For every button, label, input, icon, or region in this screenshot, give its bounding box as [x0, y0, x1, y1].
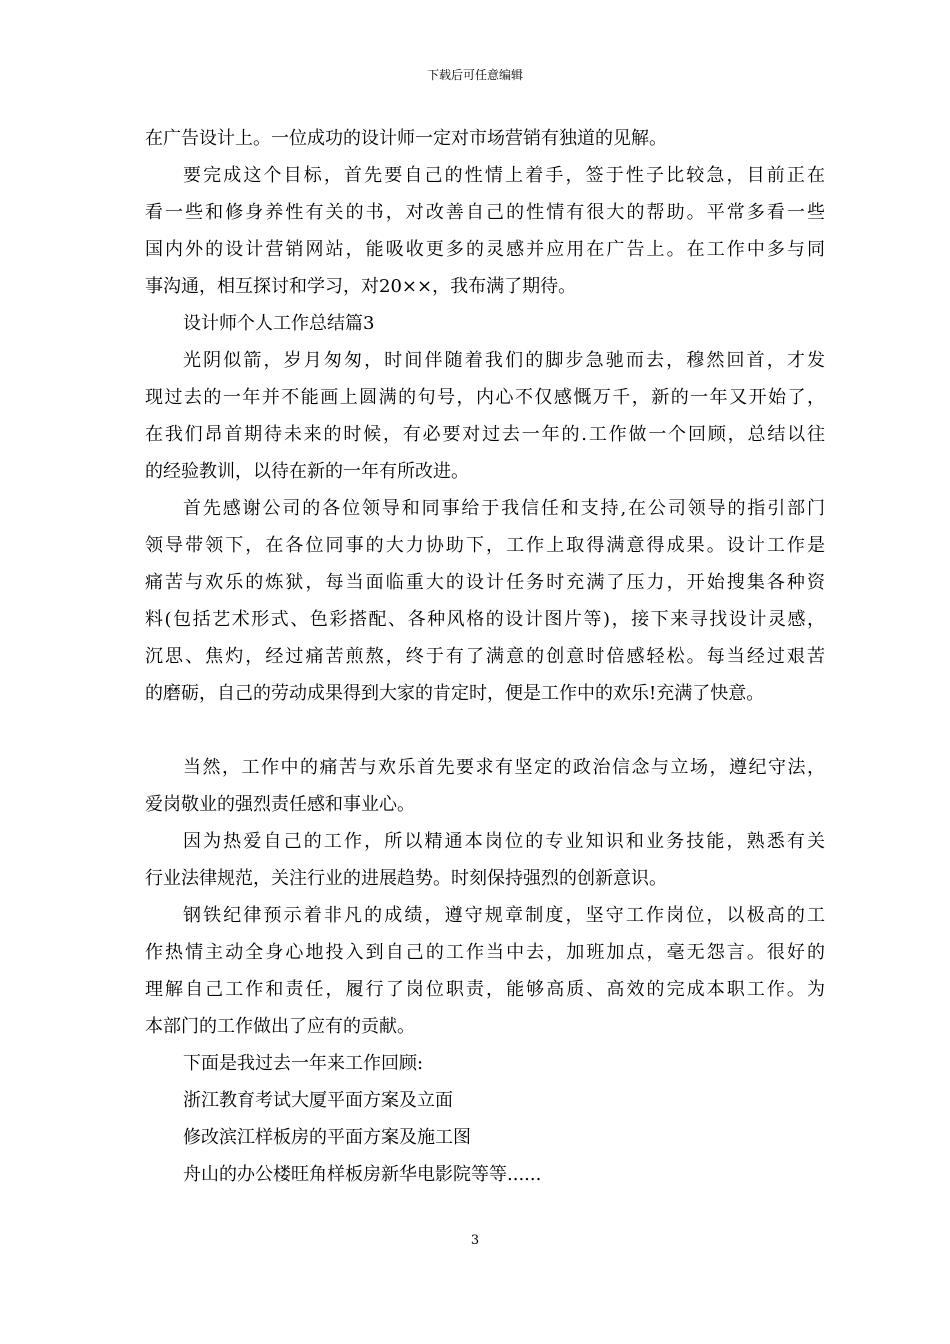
list-item: 修改滨江样板房的平面方案及施工图 — [183, 1127, 471, 1148]
paragraph-line: 的磨砺，自己的劳动成果得到大家的肯定时，便是工作中的欢乐!充满了快意。 — [145, 683, 765, 704]
paragraph-line: 因为热爱自己的工作，所以精通本岗位的专业知识和业务技能，熟悉有关 — [183, 831, 825, 852]
blank-line — [145, 712, 825, 749]
paragraph-line: 领导带领下，在各位同事的大力协助下，工作上取得满意得成果。设计工作是 — [145, 535, 825, 556]
paragraph-line: 沉思、焦灼，经过痛苦煎熬，终于有了满意的创意时倍感轻松。每当经过艰苦 — [145, 646, 825, 667]
paragraph-line: 爱岗敬业的强烈责任感和事业心。 — [145, 794, 415, 815]
paragraph-line: 现过去的一年并不能画上圆满的句号，内心不仅感慨万千，新的一年又开始了， — [145, 387, 825, 408]
paragraph-line: 当然，工作中的痛苦与欢乐首先要求有坚定的政治信念与立场，遵纪守法， — [183, 757, 825, 778]
paragraph-line: 的经验教训，以待在新的一年有所改进。 — [145, 461, 469, 482]
list-item: 舟山的办公楼旺角样板房新华电影院等等...... — [183, 1164, 542, 1185]
paragraph-line: 下面是我过去一年来工作回顾: — [183, 1053, 424, 1074]
paragraph-line: 钢铁纪律预示着非凡的成绩，遵守规章制度，坚守工作岗位，以极高的工 — [183, 905, 825, 926]
paragraph-line: 料(包括艺术形式、色彩搭配、各种风格的设计图片等)，接下来寻找设计灵感， — [145, 609, 825, 630]
paragraph-line: 本部门的工作做出了应有的贡献。 — [145, 1016, 415, 1037]
paragraph-line: 作热情主动全身心地投入到自己的工作当中去，加班加点，毫无怨言。很好的 — [145, 942, 825, 963]
paragraph-line: 行业法律规范，关注行业的进展趋势。时刻保持强烈的创新意识。 — [145, 868, 667, 889]
paragraph-line: 事沟通，相互探讨和学习，对20××，我布满了期待。 — [145, 276, 577, 297]
paragraph-line: 理解自己工作和责任，履行了岗位职责，能够高质、高效的完成本职工作。为 — [145, 979, 825, 1000]
paragraph-line: 在广告设计上。一位成功的设计师一定对市场营销有独道的见解。 — [145, 128, 667, 149]
paragraph-line: 要完成这个目标，首先要自己的性情上着手，签于性子比较急，目前正在 — [183, 165, 825, 186]
paragraph-line: 痛苦与欢乐的炼狱，每当面临重大的设计任务时充满了压力，开始搜集各种资 — [145, 572, 825, 593]
list-item: 浙江教育考试大厦平面方案及立面 — [183, 1090, 453, 1111]
paragraph-line: 看一些和修身养性有关的书，对改善自己的性情有很大的帮助。平常多看一些 — [145, 202, 825, 223]
paragraph-line: 国内外的设计营销网站，能吸收更多的灵感并应用在广告上。在工作中多与同 — [145, 239, 825, 260]
page-number: 3 — [470, 1233, 480, 1248]
section-heading: 设计师个人工作总结篇3 — [183, 313, 375, 334]
paragraph-line: 在我们昂首期待未来的时候，有必要对过去一年的.工作做一个回顾，总结以往 — [145, 424, 825, 445]
document-body — [145, 120, 825, 1193]
paragraph-line: 光阴似箭，岁月匆匆，时间伴随着我们的脚步急驰而去，穆然回首，才发 — [183, 350, 825, 371]
paragraph-line: 首先感谢公司的各位领导和同事给于我信任和支持,在公司领导的指引部门 — [183, 498, 825, 519]
page-header: 下载后可任意编辑 — [426, 68, 523, 82]
